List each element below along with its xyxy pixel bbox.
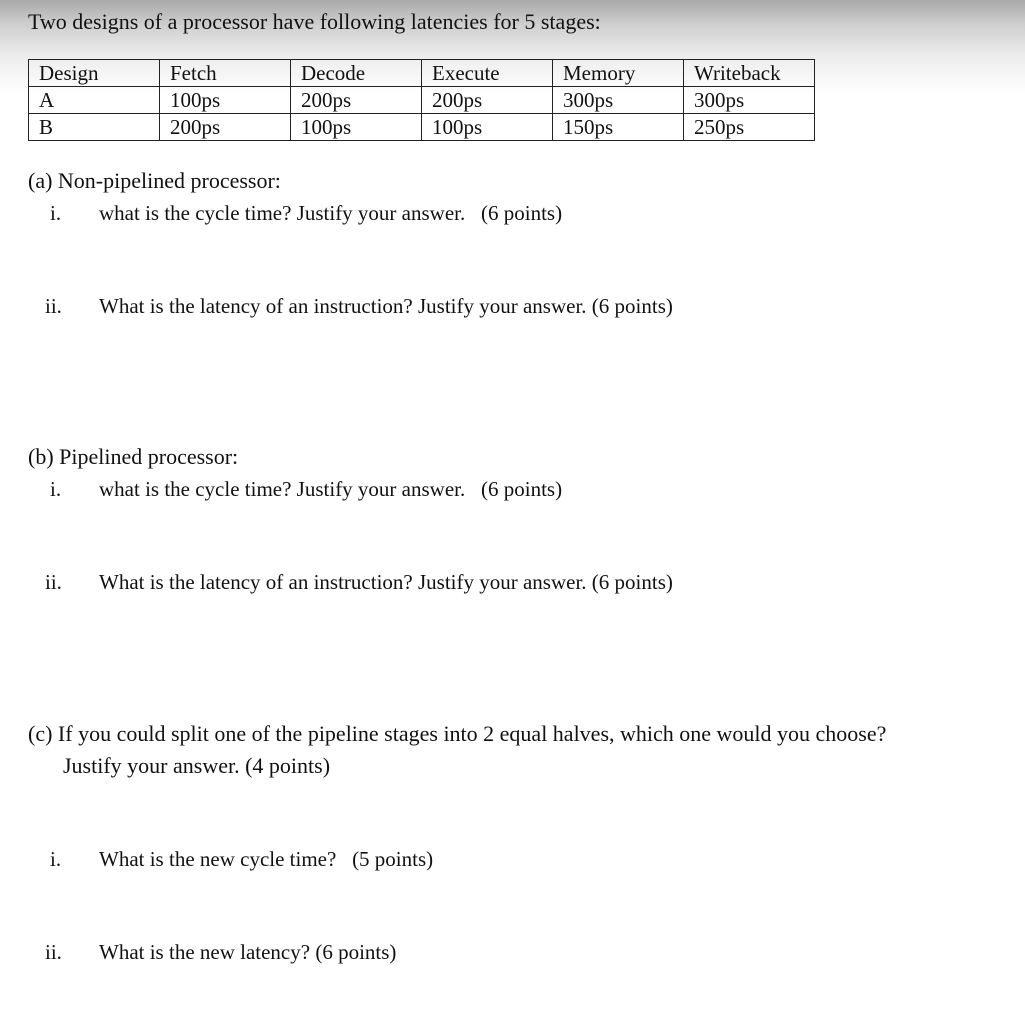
table-cell: A — [29, 87, 160, 114]
table-cell: 100ps — [160, 87, 291, 114]
part-c-item-2-number: ii. — [45, 940, 62, 964]
part-a-heading: (a) Non-pipelined processor: — [28, 168, 281, 193]
part-b-item-1-text: what is the cycle time? Justify your answer. (6 points) — [99, 477, 563, 501]
table-cell: 200ps — [291, 87, 422, 114]
table-cell: 100ps — [422, 114, 553, 141]
part-c-item-1-text: What is the new cycle time? (5 points) — [99, 847, 434, 871]
intro-text: Two designs of a processor have following latencies for 5 stages: — [28, 9, 601, 34]
header-decode: Decode — [291, 60, 422, 87]
table-cell: 250ps — [684, 114, 815, 141]
table-cell: 150ps — [553, 114, 684, 141]
part-c-item-2-text: What is the new latency? (6 points) — [99, 940, 397, 964]
part-b-item-2-text: What is the latency of an instruction? Justify your answer. (6 points) — [99, 570, 673, 594]
header-design: Design — [29, 60, 160, 87]
header-writeback: Writeback — [684, 60, 815, 87]
part-a-item-2-text: What is the latency of an instruction? Justify your answer. (6 points) — [99, 294, 673, 318]
table-cell: B — [29, 114, 160, 141]
header-memory: Memory — [553, 60, 684, 87]
part-b-item-1-number: i. — [50, 477, 62, 501]
table-row-b — [29, 114, 815, 141]
part-a-item-2-number: ii. — [45, 294, 62, 318]
latency-table — [28, 59, 815, 141]
part-c-heading-line-1: (c) If you could split one of the pipeline stages into 2 equal halves, which one would you choose? — [28, 721, 887, 746]
header-fetch: Fetch — [160, 60, 291, 87]
table-row-a — [29, 87, 815, 114]
table-cell: 300ps — [553, 87, 684, 114]
table-cell: 200ps — [160, 114, 291, 141]
part-b-item-2-number: ii. — [45, 570, 62, 594]
table-cell: 200ps — [422, 87, 553, 114]
part-a-item-1-number: i. — [50, 201, 62, 225]
table-header-row — [29, 60, 815, 87]
part-c-heading-line-2: Justify your answer. (4 points) — [63, 753, 331, 778]
header-execute: Execute — [422, 60, 553, 87]
part-a-item-1-text: what is the cycle time? Justify your answer. (6 points) — [99, 201, 563, 225]
table-cell: 300ps — [684, 87, 815, 114]
part-c-item-1-number: i. — [50, 847, 62, 871]
table-cell: 100ps — [291, 114, 422, 141]
part-b-heading: (b) Pipelined processor: — [28, 444, 239, 469]
